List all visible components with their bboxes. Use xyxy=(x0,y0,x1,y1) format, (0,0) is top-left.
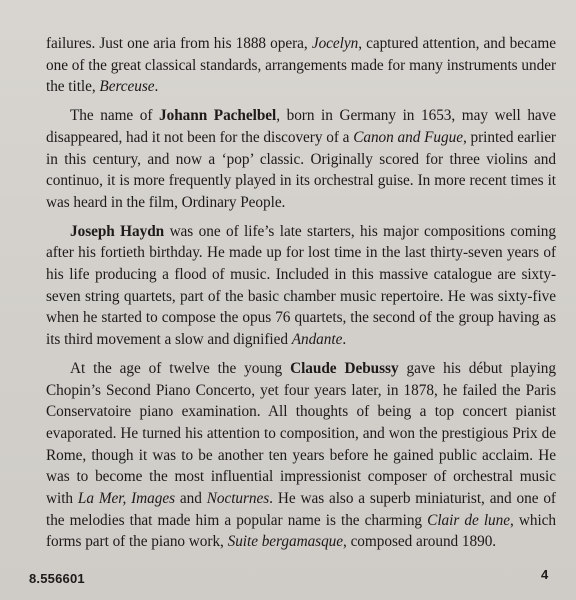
text-run: At the age of twelve the young xyxy=(70,359,291,377)
paragraph-pachelbel xyxy=(46,105,556,214)
composer-name: Johann Pachelbel xyxy=(159,107,277,125)
composer-name: Claude Debussy xyxy=(290,359,399,377)
text-run: . xyxy=(342,331,347,349)
text-run: . xyxy=(154,78,159,96)
work-title: Clair de lune xyxy=(427,511,510,529)
text-run: , composed around 1890. xyxy=(343,533,497,551)
composer-name: Joseph Haydn xyxy=(70,222,165,240)
paragraph-massenet xyxy=(46,33,556,98)
page-number: 4 xyxy=(541,567,549,582)
text-run: gave his début playing Chopin’s Second Piano Concerto, yet four years later, in 1878, he failed the Paris Conservatoire piano examination. All thoughts of being a top concert pianist evaporated. He turned his attention to composition, and won the prestigious Prix de Rome, though it was to be another ten years before he gained public acclaim. He was to become the most influential impressionist composer of orchestral music with xyxy=(46,359,556,508)
work-title: La Mer, Images xyxy=(77,490,176,508)
work-title: Nocturnes xyxy=(206,490,270,508)
text-run: , captured attention, and became one of the great classical standards, arrangements made for many instruments under the title, xyxy=(46,35,557,96)
paragraph-haydn xyxy=(46,221,556,351)
work-title: Jocelyn xyxy=(311,35,359,52)
catalog-number: 8.556601 xyxy=(29,571,85,586)
text-run: and xyxy=(175,490,207,508)
work-title: Berceuse xyxy=(99,78,155,96)
work-title: Andante xyxy=(291,331,343,349)
text-run: . He was also a superb miniaturist, and one of the melodies that made him a popular name is the charming xyxy=(46,490,556,529)
text-run: was one of life’s late starters, his major compositions coming after his fortieth birthday. He made up for lost time in the last thirty-seven years of his life producing a flood of music. Included in this massive catalogue are sixty-seven string quartets, part of the basic chamber music repertoire. He was sixty-five when he started to compose the opus 76 quartets, the second of the group having as its third movement a slow and dignified xyxy=(46,222,556,349)
text-run: , born in Germany in 1653, may well have disappeared, had it not been for the discovery of a xyxy=(46,107,556,146)
text-run: , which forms part of the piano work, xyxy=(46,511,557,551)
text-run: The name of xyxy=(70,107,160,125)
text-run: failures. Just one aria from his 1888 opera, xyxy=(46,35,312,52)
text-run: , printed earlier in this century, and now a ‘pop’ classic. Originally scored for three violins and continuo, it is more frequently played in its orchestral guise. In more recent times it was heard in the film, Ordinary People. xyxy=(46,128,556,211)
booklet-page-body xyxy=(46,33,556,560)
paragraph-debussy xyxy=(46,358,556,553)
work-title: Canon and Fugue xyxy=(353,128,463,146)
work-title: Suite bergamasque xyxy=(227,533,344,551)
